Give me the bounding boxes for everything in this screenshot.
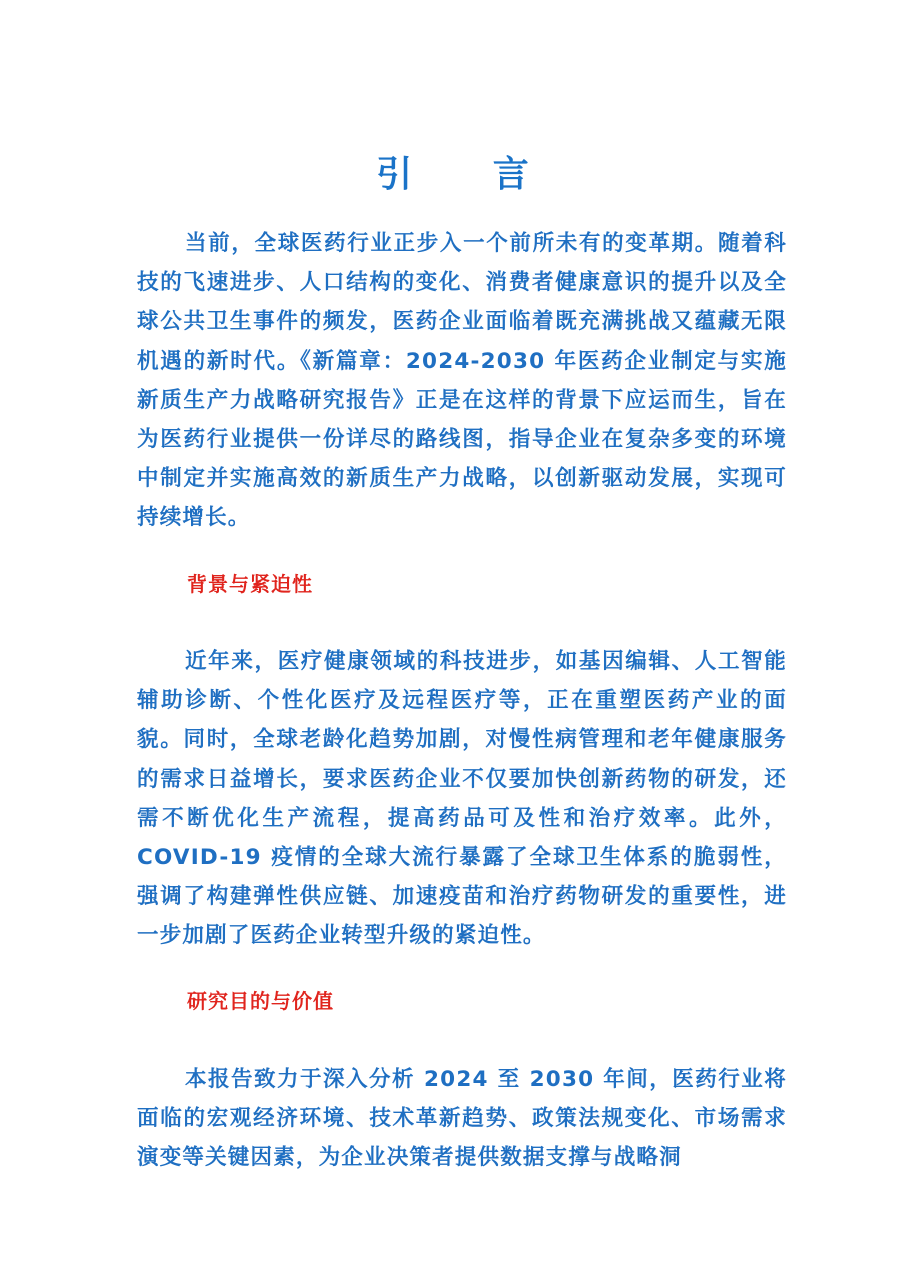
section-heading-background: 背景与紧迫性 [187, 572, 313, 596]
section-paragraph-background: 近年来，医疗健康领域的科技进步，如基因编辑、人工智能辅助诊断、个性化医疗及远程医疗等，正在重塑医药产业的面貌。同时，全球老龄化趋势加剧，对慢性病管理和老年健康服务的需求日益增长，要求医药企业不仅要加快创新药物的研发，还需不断优化生产流程，提高药品可及性和治疗效率。此外，COVID-19 疫情的全球大流行暴露了全球卫生体系的脆弱性，强调了构建弹性供应链、加速疫苗和治疗药物研发的重要性，进一步加剧了医药企业转型升级的紧迫性。 [137, 649, 787, 949]
section-heading-purpose: 研究目的与价值 [187, 989, 334, 1013]
section-paragraph-purpose: 本报告致力于深入分析 2024 至 2030 年间，医药行业将面临的宏观经济环境、技术革新趋势、政策法规变化、市场需求演变等关键因素，为企业决策者提供数据支撑与战略洞 [137, 1067, 787, 1171]
intro-paragraph: 当前，全球医药行业正步入一个前所未有的变革期。随着科技的飞速进步、人口结构的变化、消费者健康意识的提升以及全球公共卫生事件的频发，医药企业面临着既充满挑战又蕴藏无限机遇的新时代。《新篇章：2024-2030 年医药企业制定与实施新质生产力战略研究报告》正是在这样的背景下应运而生，旨在为医药行业提供一份详尽的路线图，指导企业在复杂多变的环境中制定并实施高效的新质生产力战略，以创新驱动发展，实现可持续增长。 [137, 231, 787, 531]
page-title: 引 言 [376, 154, 563, 196]
